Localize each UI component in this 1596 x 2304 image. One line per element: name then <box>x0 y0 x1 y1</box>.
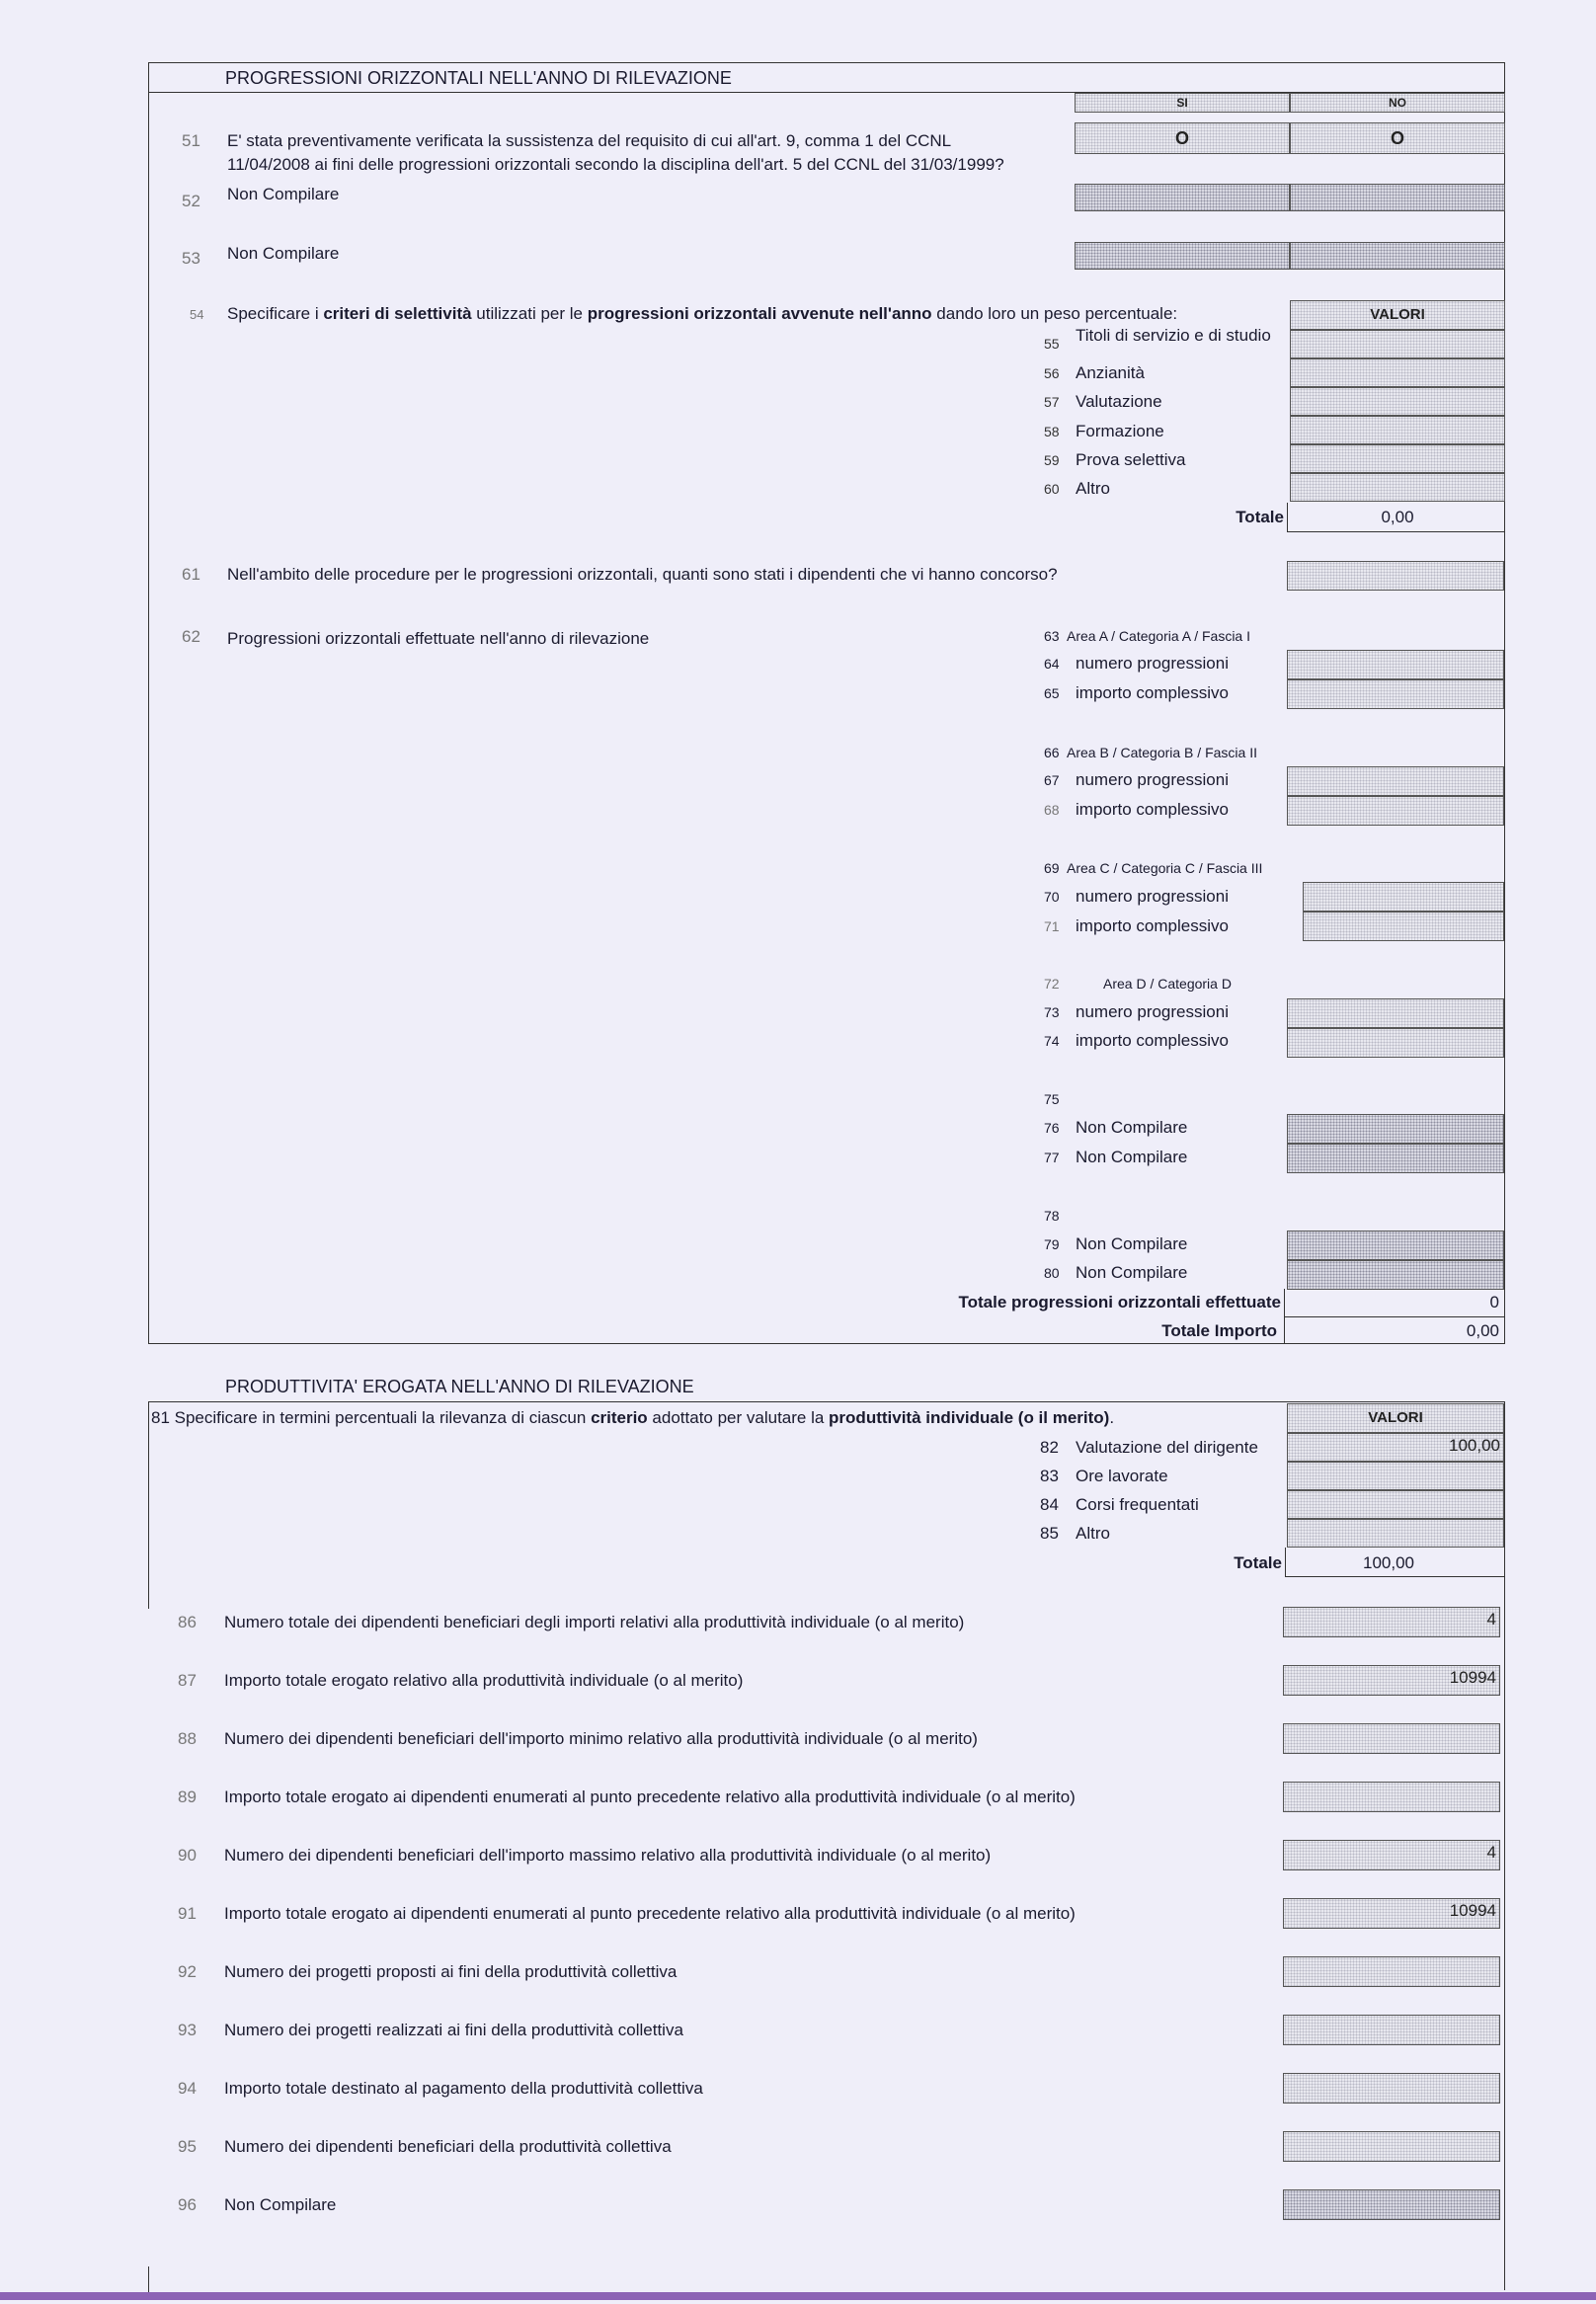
group-d-row2-label: importo complessivo <box>1076 1031 1229 1050</box>
section1-left-border <box>148 62 149 1344</box>
criterion-57-input[interactable] <box>1290 387 1505 416</box>
page-bottom-edge <box>0 2292 1596 2300</box>
section2-left-border <box>148 1401 149 1609</box>
q90-input[interactable]: 4 <box>1283 1840 1500 1870</box>
group-c-header: Area C / Categoria C / Fascia III <box>1067 860 1263 876</box>
q81-totale-underline <box>1285 1576 1504 1577</box>
group-d-row1-label: numero progressioni <box>1076 1002 1229 1021</box>
group-d-header: Area D / Categoria D <box>1103 976 1232 992</box>
criterion-58-input[interactable] <box>1290 416 1505 444</box>
criterion-82-number: 82 <box>1040 1438 1059 1457</box>
q86-label: Numero totale dei dipendenti beneficiari degli importi relativi alla produttività individuale (o al merito) <box>224 1613 965 1631</box>
criterion-60-number: 60 <box>1044 481 1060 497</box>
criterion-59-input[interactable] <box>1290 444 1505 473</box>
q52-number: 52 <box>182 192 200 210</box>
q61-label: Nell'ambito delle procedure per le progressioni orizzontali, quanti sono stati i dipendenti che vi hanno concorso? <box>227 565 1058 584</box>
q95-label: Numero dei dipendenti beneficiari della produttività collettiva <box>224 2137 672 2156</box>
q54-text-post: dando loro un peso percentuale: <box>931 304 1178 323</box>
group-d-importo-input[interactable] <box>1287 1028 1504 1058</box>
q81-values-header: VALORI <box>1287 1403 1504 1433</box>
group-c-importo-input[interactable] <box>1303 912 1504 941</box>
criterion-56-number: 56 <box>1044 365 1060 381</box>
group-d-numero-input[interactable] <box>1287 998 1504 1028</box>
group-a-row2-label: importo complessivo <box>1076 683 1229 702</box>
field-76 <box>1287 1114 1504 1144</box>
group-a-row2-number: 65 <box>1044 685 1060 701</box>
q88-number: 88 <box>178 1729 197 1748</box>
criterion-59-number: 59 <box>1044 452 1060 468</box>
group-c-row2-label: importo complessivo <box>1076 916 1229 935</box>
q94-number: 94 <box>178 2079 197 2098</box>
q61-input[interactable] <box>1287 561 1504 591</box>
section1-top-border <box>148 62 1505 63</box>
criterion-82-input[interactable]: 100,00 <box>1287 1433 1504 1462</box>
q91-label: Importo totale erogato ai dipendenti enumerati al punto precedente relativo alla produttività individuale (o al merito) <box>224 1904 1076 1923</box>
criterion-85-number: 85 <box>1040 1524 1059 1543</box>
q81-totale-divider <box>1285 1548 1286 1577</box>
q54-values-header: VALORI <box>1290 300 1505 330</box>
q92-number: 92 <box>178 1962 197 1981</box>
field-77 <box>1287 1144 1504 1173</box>
totale-progressioni-value: 0 <box>1489 1293 1499 1311</box>
group-a-row1-number: 64 <box>1044 656 1060 672</box>
q90-number: 90 <box>178 1846 197 1865</box>
q81-text-mid: adottato per valutare la <box>647 1408 830 1427</box>
criterion-56-label: Anzianità <box>1076 363 1145 382</box>
criterion-83-input[interactable] <box>1287 1462 1504 1490</box>
group-b-importo-input[interactable] <box>1287 796 1504 826</box>
no-column-header: NO <box>1290 93 1505 113</box>
q91-input[interactable]: 10994 <box>1283 1898 1500 1929</box>
q53-si-field <box>1075 242 1290 270</box>
group-d-row1-number: 73 <box>1044 1004 1060 1020</box>
group-a-row1-label: numero progressioni <box>1076 654 1229 673</box>
group-78-row1-label: Non Compilare <box>1076 1234 1188 1253</box>
q54-text-bold2: progressioni orizzontali avvenute nell'anno <box>587 304 932 323</box>
group-a-number: 63 <box>1044 628 1060 644</box>
q81-text-pre: 81 Specificare in termini percentuali la rilevanza di ciascun <box>151 1408 592 1427</box>
criterion-60-label: Altro <box>1076 479 1110 498</box>
q94-label: Importo totale destinato al pagamento della produttività collettiva <box>224 2079 703 2098</box>
group-b-number: 66 <box>1044 745 1060 760</box>
q88-label: Numero dei dipendenti beneficiari dell'importo minimo relativo alla produttività individuale (o al merito) <box>224 1729 978 1748</box>
q51-si-radio[interactable]: O <box>1075 122 1290 154</box>
q54-text-pre: Specificare i <box>227 304 324 323</box>
group-a-header: Area A / Categoria A / Fascia I <box>1067 628 1250 644</box>
q96-field <box>1283 2189 1500 2220</box>
q95-number: 95 <box>178 2137 197 2156</box>
section1-title: PROGRESSIONI ORIZZONTALI NELL'ANNO DI RILEVAZIONE <box>225 68 732 88</box>
group-78-number: 78 <box>1044 1208 1060 1224</box>
criterion-58-number: 58 <box>1044 424 1060 439</box>
group-78-row2-label: Non Compilare <box>1076 1263 1188 1282</box>
q51-text-line1: E' stata preventivamente verificata la sussistenza del requisito di cui all'art. 9, comma 1 del CCNL <box>227 131 952 150</box>
q90-label: Numero dei dipendenti beneficiari dell'importo massimo relativo alla produttività individuale (o al merito) <box>224 1846 992 1865</box>
criterion-55-number: 55 <box>1044 336 1060 352</box>
section1-bottom-border <box>148 1343 1505 1344</box>
q52-label: Non Compilare <box>227 185 340 203</box>
q92-input[interactable] <box>1283 1956 1500 1987</box>
q54-number: 54 <box>190 307 204 322</box>
group-c-numero-input[interactable] <box>1303 882 1504 912</box>
q62-number: 62 <box>182 627 200 646</box>
group-d-row2-number: 74 <box>1044 1033 1060 1049</box>
group-75-row1-label: Non Compilare <box>1076 1118 1188 1137</box>
section2-title: PRODUTTIVITA' EROGATA NELL'ANNO DI RILEVAZIONE <box>225 1377 694 1396</box>
q81-totale-label: Totale <box>1234 1553 1282 1572</box>
q53-no-field <box>1290 242 1505 270</box>
field-79 <box>1287 1231 1504 1260</box>
criterion-60-input[interactable] <box>1290 473 1505 502</box>
criterion-57-number: 57 <box>1044 394 1060 410</box>
criterion-84-label: Corsi frequentati <box>1076 1495 1199 1514</box>
criterion-85-label: Altro <box>1076 1524 1110 1543</box>
group-c-row2-number: 71 <box>1044 918 1060 934</box>
q89-label: Importo totale erogato ai dipendenti enumerati al punto precedente relativo alla produttività individuale (o al merito) <box>224 1788 1076 1806</box>
group-c-row1-number: 70 <box>1044 889 1060 905</box>
group-75-row2-label: Non Compilare <box>1076 1148 1188 1166</box>
q81-text <box>151 1408 1114 1428</box>
q54-text <box>227 304 1177 324</box>
group-a-numero-input[interactable] <box>1287 650 1504 679</box>
q51-number: 51 <box>182 131 200 150</box>
q81-text-bold1: criterio <box>591 1408 648 1427</box>
criterion-82-label: Valutazione del dirigente <box>1076 1438 1258 1457</box>
totale-importo-label: Totale Importo <box>1161 1321 1277 1340</box>
criterion-55-label: Titoli di servizio e di studio <box>1076 328 1271 345</box>
q94-input[interactable] <box>1283 2073 1500 2104</box>
q92-label: Numero dei progetti proposti ai fini della produttività collettiva <box>224 1962 678 1981</box>
q96-label: Non Compilare <box>224 2195 337 2214</box>
criteria-totale-value: 0,00 <box>1381 508 1414 526</box>
q88-input[interactable] <box>1283 1723 1500 1754</box>
totale-importo-value: 0,00 <box>1466 1321 1499 1340</box>
field-80 <box>1287 1260 1504 1290</box>
page-bottom-left-tick <box>148 2266 149 2292</box>
q52-si-field <box>1075 184 1290 211</box>
q95-input[interactable] <box>1283 2131 1500 2162</box>
criteria-totale-divider <box>1287 503 1288 532</box>
q86-number: 86 <box>178 1613 197 1631</box>
criterion-83-label: Ore lavorate <box>1076 1467 1168 1485</box>
q51-text-line2: 11/04/2008 ai fini delle progressioni orizzontali secondo la disciplina dell'art. 5 del CCNL del 31/03/1999? <box>227 155 1004 174</box>
q96-number: 96 <box>178 2195 197 2214</box>
q86-input[interactable]: 4 <box>1283 1607 1500 1637</box>
q87-label: Importo totale erogato relativo alla produttività individuale (o al merito) <box>224 1671 744 1690</box>
criteria-totale-label: Totale <box>1236 508 1284 526</box>
group-b-row1-number: 67 <box>1044 772 1060 788</box>
q89-number: 89 <box>178 1788 197 1806</box>
q87-input[interactable]: 10994 <box>1283 1665 1500 1696</box>
criteria-totale-underline <box>1287 531 1504 532</box>
group-c-row1-label: numero progressioni <box>1076 887 1229 906</box>
group-78-row1-number: 79 <box>1044 1236 1060 1252</box>
q87-number: 87 <box>178 1671 197 1690</box>
group-d-number: 72 <box>1044 976 1060 992</box>
q54-text-bold1: criteri di selettività <box>323 304 472 323</box>
q52-no-field <box>1290 184 1505 211</box>
criterion-83-number: 83 <box>1040 1467 1059 1485</box>
q93-input[interactable] <box>1283 2015 1500 2045</box>
q93-label: Numero dei progetti realizzati ai fini della produttività collettiva <box>224 2021 683 2039</box>
group-a-importo-input[interactable] <box>1287 679 1504 709</box>
q61-number: 61 <box>182 565 200 584</box>
q53-number: 53 <box>182 249 200 268</box>
criterion-57-label: Valutazione <box>1076 392 1162 411</box>
criterion-55-input[interactable] <box>1290 330 1505 358</box>
group-b-header: Area B / Categoria B / Fascia II <box>1067 745 1257 760</box>
section2-top-border <box>148 1401 1505 1402</box>
q93-number: 93 <box>178 2021 197 2039</box>
group-75-number: 75 <box>1044 1091 1060 1107</box>
q91-number: 91 <box>178 1904 197 1923</box>
criterion-58-label: Formazione <box>1076 422 1164 440</box>
q51-no-radio[interactable]: O <box>1290 122 1505 154</box>
group-c-number: 69 <box>1044 860 1060 876</box>
criterion-84-number: 84 <box>1040 1495 1059 1514</box>
group-b-row2-label: importo complessivo <box>1076 800 1229 819</box>
group-75-row1-number: 76 <box>1044 1120 1060 1136</box>
criterion-85-input[interactable] <box>1287 1519 1504 1548</box>
totale-progressioni-underline <box>1284 1316 1505 1317</box>
group-78-row2-number: 80 <box>1044 1265 1060 1281</box>
q54-text-mid: utilizzati per le <box>471 304 588 323</box>
totale-progressioni-label: Totale progressioni orizzontali effettuate <box>958 1293 1281 1311</box>
si-column-header: SI <box>1075 93 1290 113</box>
criterion-56-input[interactable] <box>1290 358 1505 387</box>
q81-text-post: . <box>1109 1408 1115 1427</box>
section2-right-border <box>1504 1401 1505 2290</box>
q53-label: Non Compilare <box>227 244 340 263</box>
criterion-59-label: Prova selettiva <box>1076 450 1186 469</box>
q81-text-bold2: produttività individuale (o il merito) <box>829 1408 1110 1427</box>
q89-input[interactable] <box>1283 1782 1500 1812</box>
q81-totale-value: 100,00 <box>1363 1553 1414 1572</box>
group-75-row2-number: 77 <box>1044 1150 1060 1165</box>
group-b-row1-label: numero progressioni <box>1076 770 1229 789</box>
group-b-row2-number: 68 <box>1044 802 1060 818</box>
group-b-numero-input[interactable] <box>1287 766 1504 796</box>
q62-label: Progressioni orizzontali effettuate nell'anno di rilevazione <box>227 629 650 648</box>
criterion-84-input[interactable] <box>1287 1490 1504 1519</box>
